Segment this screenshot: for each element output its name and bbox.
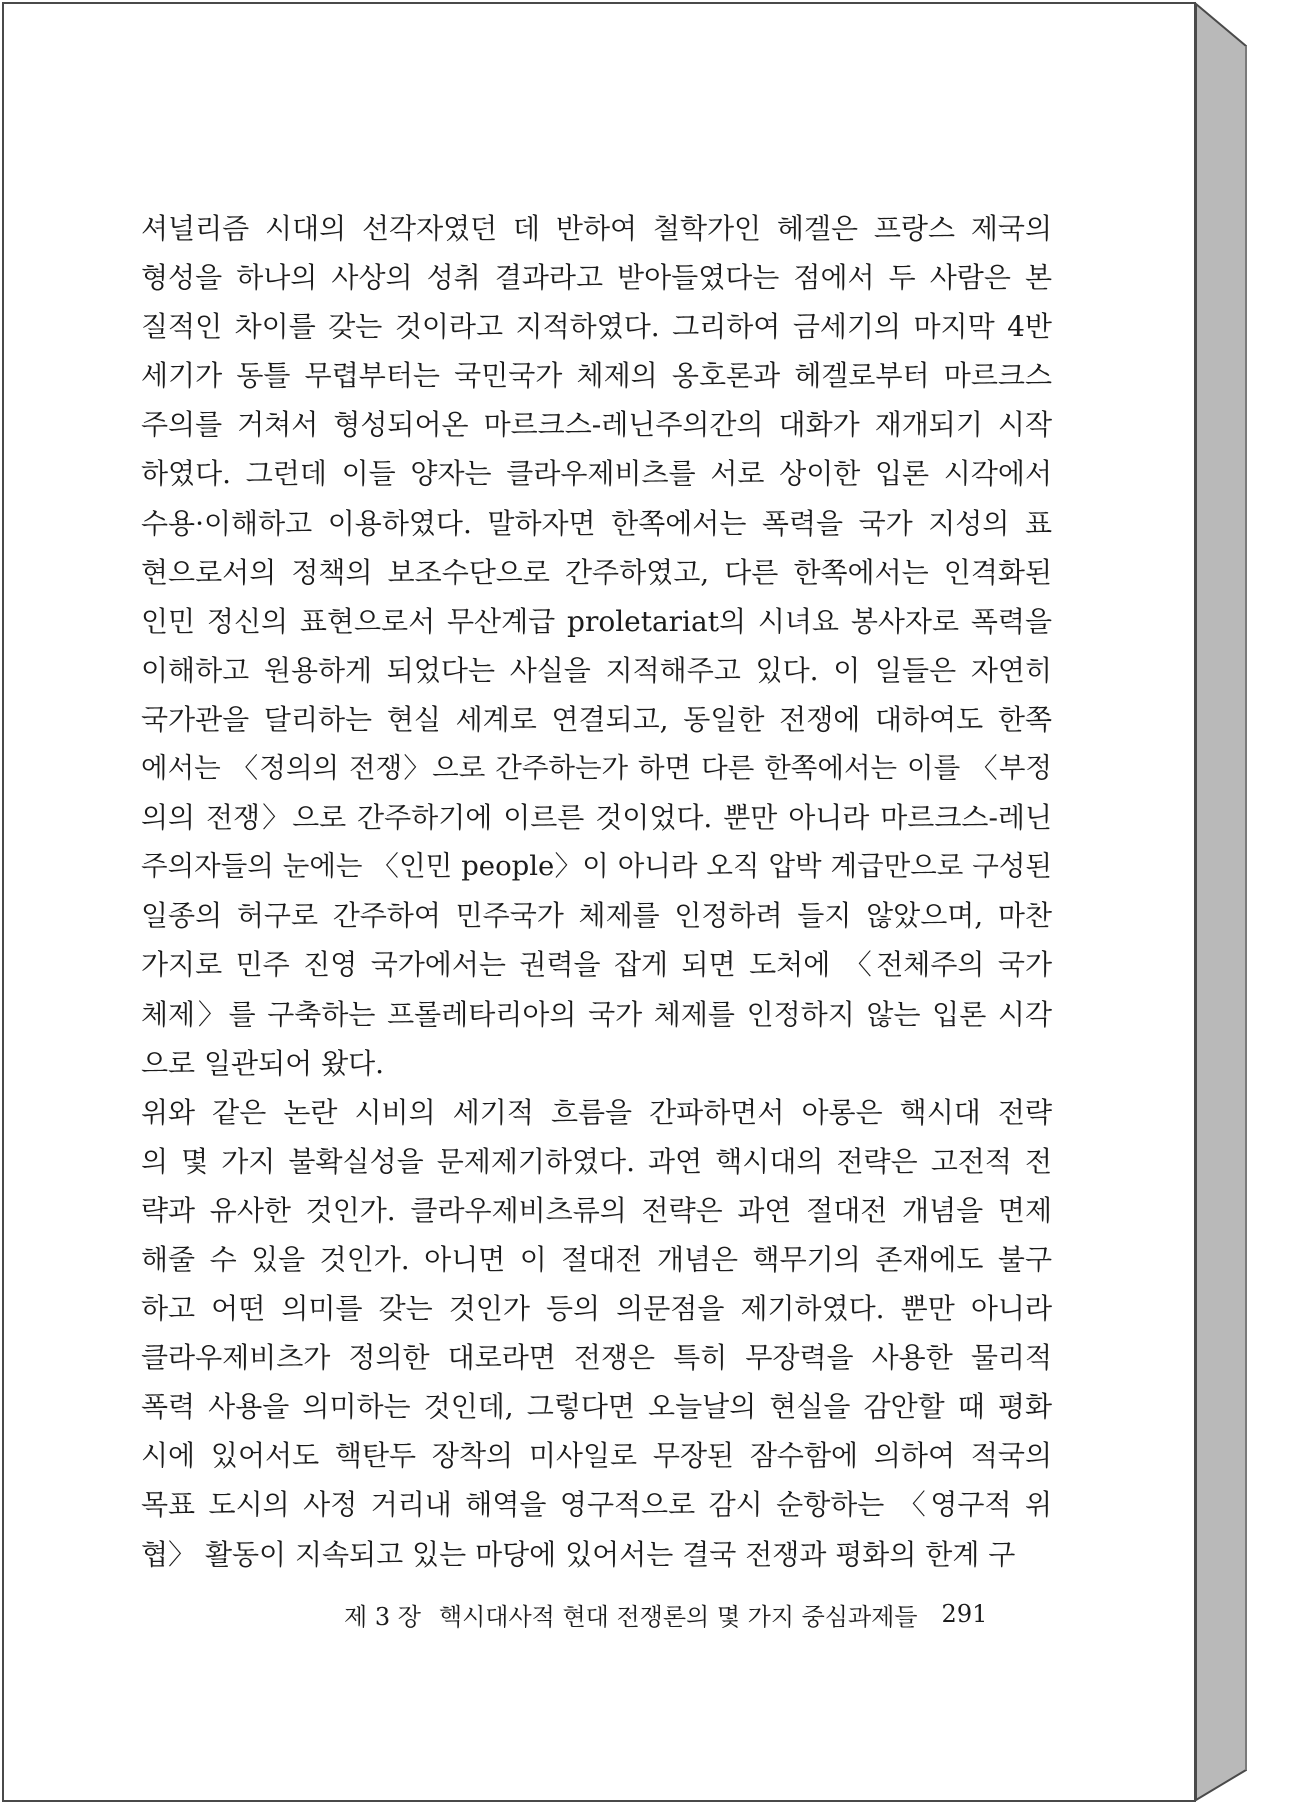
- text-line: 세기가 동틀 무렵부터는 국민국가 체제의 옹호론과 헤겔로부터 마르크스: [141, 359, 1052, 393]
- text-line: 시에 있어서도 핵탄두 장착의 미사일로 무장된 잠수함에 의하여 적국의: [141, 1439, 1052, 1473]
- paragraph: [141, 204, 1052, 1088]
- book-side-edge-graphic: [1196, 0, 1286, 1806]
- text-line: 이해하고 원용하게 되었다는 사실을 지적해주고 있다. 이 일들은 자연히: [141, 653, 1052, 687]
- text-line: 질적인 차이를 갖는 것이라고 지적하였다. 그리하여 금세기의 마지막 4반: [141, 310, 1052, 344]
- text-line: 협〉 활동이 지속되고 있는 마당에 있어서는 결국 전쟁과 평화의 한계 구: [141, 1537, 1016, 1571]
- footer-chapter: 제 3 장: [344, 1602, 421, 1631]
- text-line: 일종의 허구로 간주하여 민주국가 체제를 인정하려 들지 않았으며, 마찬: [141, 899, 1052, 933]
- text-line: 하였다. 그런데 이들 양자는 클라우제비츠를 서로 상이한 입론 시각에서: [141, 457, 1052, 491]
- text-line: 셔널리즘 시대의 선각자였던 데 반하여 철학가인 헤겔은 프랑스 제국의: [141, 212, 1052, 245]
- text-line: 위와 같은 논란 시비의 세기적 흐름을 간파하면서 아롱은 핵시대 전략: [141, 1095, 1052, 1129]
- text-line: 수용·이해하고 이용하였다. 말하자면 한쪽에서는 폭력을 국가 지성의 표: [141, 506, 1052, 540]
- text-line: 현으로서의 정책의 보조수단으로 간주하였고, 다른 한쪽에서는 인격화된: [141, 555, 1052, 589]
- text-line: 가지로 민주 진영 국가에서는 권력을 잡게 되면 도처에 〈전체주의 국가: [141, 948, 1052, 982]
- text-line: 체제〉를 구축하는 프롤레타리아의 국가 체제를 인정하지 않는 입론 시각: [141, 997, 1052, 1031]
- text-line: 목표 도시의 사정 거리내 해역을 영구적으로 감시 순항하는 〈영구적 위: [141, 1488, 1052, 1522]
- text-line: 클라우제비츠가 정의한 대로라면 전쟁은 특히 무장력을 사용한 물리적: [141, 1341, 1052, 1375]
- text-line: 에서는 〈정의의 전쟁〉으로 간주하는가 하면 다른 한쪽에서는 이를 〈부정: [141, 752, 1052, 785]
- text-line: 폭력 사용을 의미하는 것인데, 그렇다면 오늘날의 현실을 감안할 때 평화: [141, 1390, 1052, 1424]
- footer-title: 핵시대사적 현대 전쟁론의 몇 가지 중심과제들: [438, 1602, 918, 1631]
- paragraph: [141, 1088, 1052, 1579]
- text-line: 으로 일관되어 왔다.: [141, 1046, 385, 1080]
- body-text: [141, 204, 1052, 1579]
- text-line: 형성을 하나의 사상의 성취 결과라고 받아들였다는 점에서 두 사람은 본: [141, 261, 1052, 295]
- document-page: [2, 2, 1196, 1802]
- text-line: 주의자들의 눈에는 〈인민 people〉이 아니라 오직 압박 계급만으로 구성된: [141, 850, 1052, 883]
- text-line: 의의 전쟁〉으로 간주하기에 이르른 것이었다. 뿐만 아니라 마르크스-레닌: [141, 801, 1052, 835]
- text-line: 국가관을 달리하는 현실 세계로 연결되고, 동일한 전쟁에 대하여도 한쪽: [141, 702, 1052, 736]
- text-line: 하고 어떤 의미를 갖는 것인가 등의 의문점을 제기하였다. 뿐만 아니라: [141, 1292, 1052, 1326]
- page-number: 291: [941, 1600, 988, 1628]
- text-line: 의 몇 가지 불확실성을 문제제기하였다. 과연 핵시대의 전략은 고전적 전: [141, 1144, 1052, 1178]
- text-line: 해줄 수 있을 것인가. 아니면 이 절대전 개념은 핵무기의 존재에도 불구: [141, 1242, 1052, 1276]
- running-footer: [344, 1594, 1044, 1634]
- text-line: 략과 유사한 것인가. 클라우제비츠류의 전략은 과연 절대전 개념을 면제: [141, 1193, 1052, 1227]
- text-line: 주의를 거쳐서 형성되어온 마르크스-레닌주의간의 대화가 재개되기 시작: [141, 408, 1052, 442]
- text-line: 인민 정신의 표현으로서 무산계급 proletariat의 시녀요 봉사자로 폭력을: [141, 604, 1052, 638]
